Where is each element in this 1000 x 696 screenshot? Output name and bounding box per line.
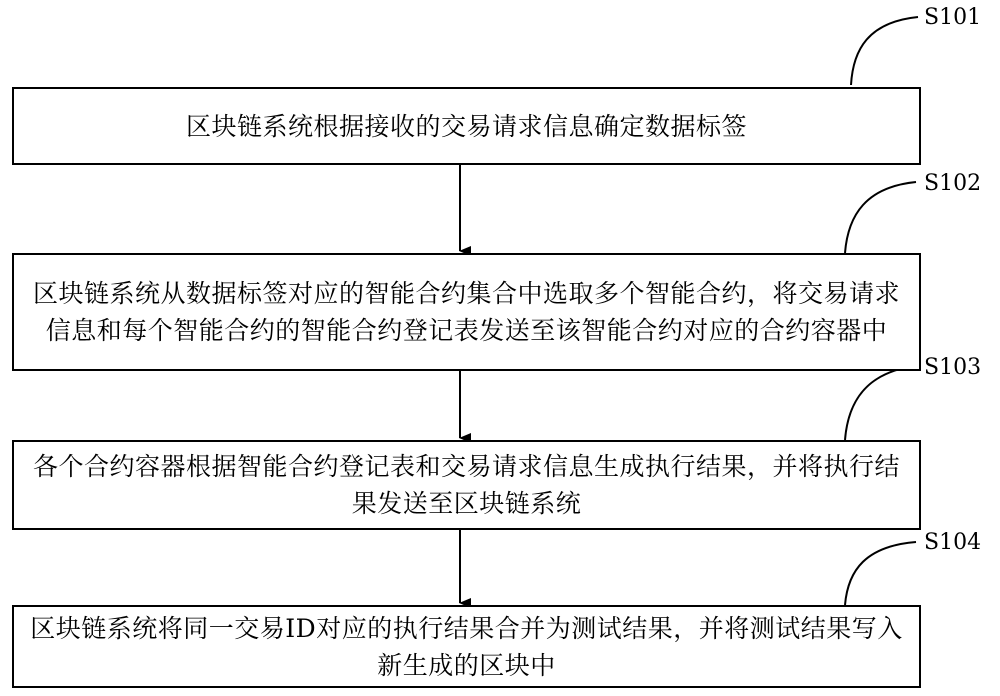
step-label-s103: S103: [924, 355, 982, 380]
step-text-s103: 各个合约容器根据智能合约登记表和交易请求信息生成执行结果，并将执行结果发送至区块链系统: [32, 452, 900, 518]
s103-leader-curve: [845, 366, 916, 440]
step-label-s104: S104: [924, 530, 982, 555]
step-box-s102: [12, 253, 921, 371]
step-box-s104: [12, 605, 921, 688]
step-text-s104: 区块链系统将同一交易ID对应的执行结果合并为测试结果，并将测试结果写入新生成的区块中: [30, 613, 903, 680]
step-text-s102: 区块链系统从数据标签对应的智能合约集合中选取多个智能合约，将交易请求信息和每个智能合约的智能合约登记表发送至该智能合约对应的合约容器中: [32, 279, 900, 345]
s101-leader-curve: [851, 17, 918, 85]
step-label-s102: S102: [924, 171, 982, 196]
step-box-s101: [12, 87, 921, 165]
s102-leader-curve: [845, 182, 916, 253]
step-text-s101: 区块链系统根据接收的交易请求信息确定数据标签: [185, 111, 747, 141]
step-box-s103: [12, 440, 921, 530]
step-label-s101: S101: [924, 5, 982, 30]
s104-leader-curve: [845, 542, 916, 605]
